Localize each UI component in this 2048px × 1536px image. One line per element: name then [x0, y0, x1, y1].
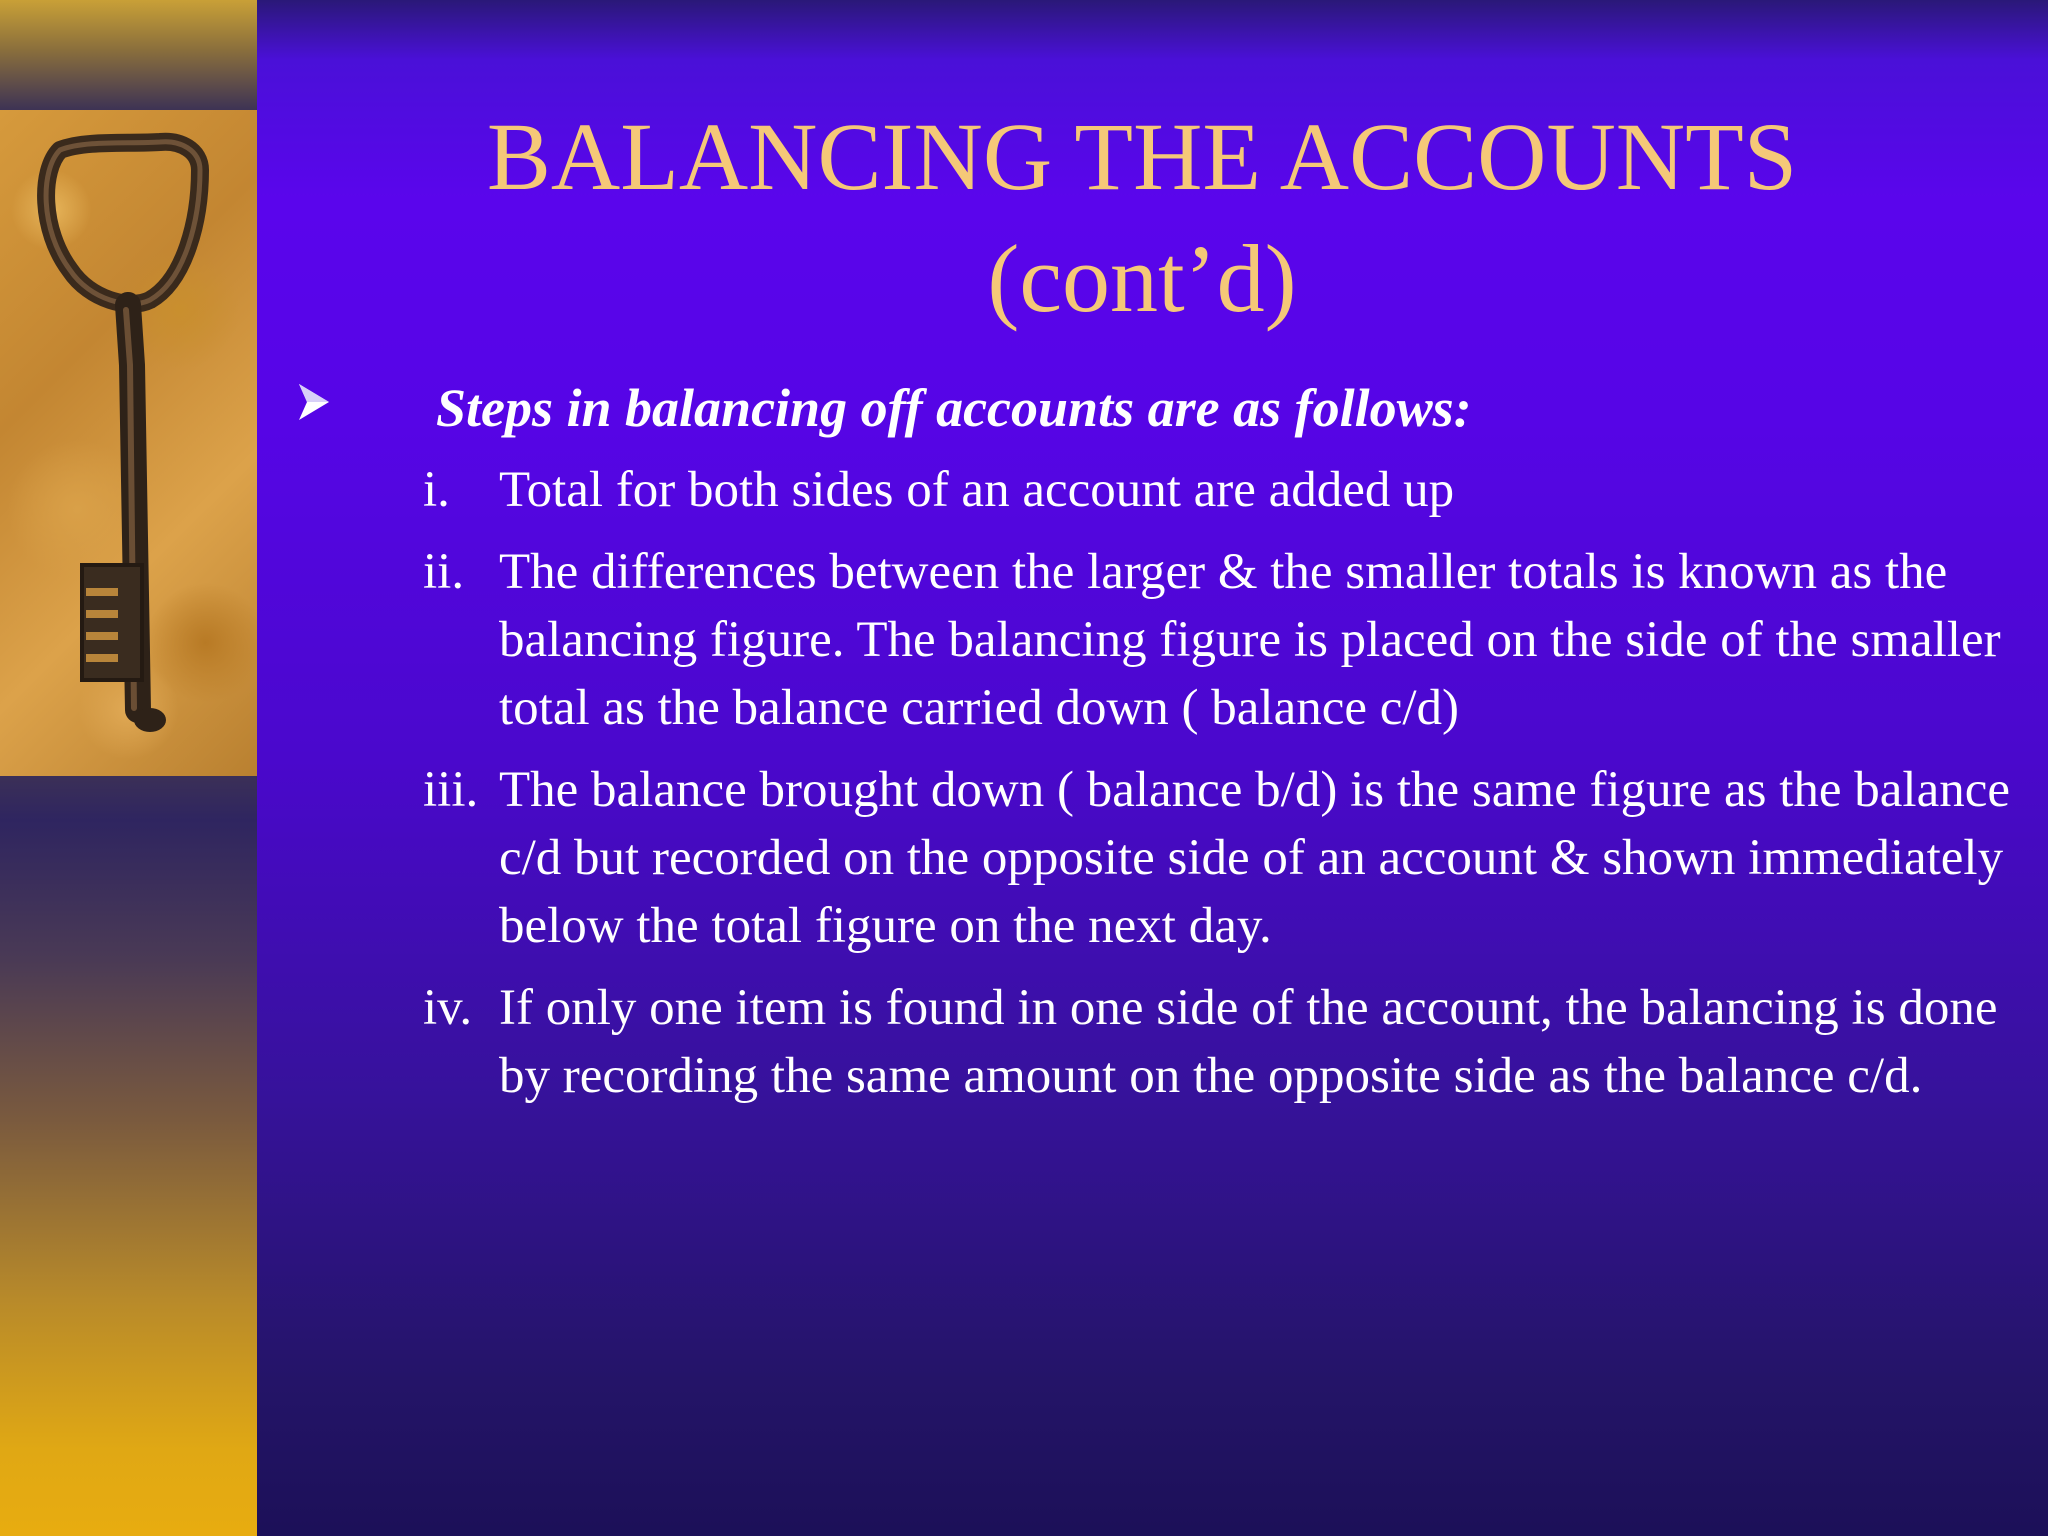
list-item	[423, 756, 2023, 960]
list-item-number: ii.	[423, 544, 465, 600]
list-item	[423, 456, 2023, 524]
list-item-text: The differences between the larger & the smaller totals is known as the balancing figure. The balancing figure is placed on the side of the smaller total as the balance carried down ( balance c/d)	[499, 544, 2001, 736]
slide-content	[257, 0, 2048, 1536]
list-item-text: If only one item is found in one side of the account, the balancing is done by recording the same amount on the opposite side as the balance c/d.	[499, 980, 1998, 1104]
slide-title	[257, 96, 2027, 340]
list-item-number: iii.	[423, 762, 479, 818]
title-line-2: (cont’d)	[987, 225, 1297, 332]
list-item-number: iv.	[423, 980, 473, 1036]
sidebar-top-band	[0, 0, 257, 110]
list-item	[423, 538, 2023, 742]
key-image	[0, 110, 257, 776]
lead-text: Steps in balancing off accounts are as follows:	[436, 378, 1472, 438]
list-item-number: i.	[423, 462, 450, 518]
key-icon	[0, 110, 257, 776]
sidebar-decoration	[0, 0, 257, 1536]
list-item	[423, 974, 2023, 1110]
title-line-1: BALANCING THE ACCOUNTS	[486, 103, 1798, 210]
arrowhead-bullet-icon	[297, 382, 331, 422]
steps-list	[423, 456, 2023, 1124]
list-item-text: Total for both sides of an account are added up	[499, 462, 1455, 518]
list-item-text: The balance brought down ( balance b/d) is the same figure as the balance c/d but recorded on the opposite side of an account & shown immediately below the total figure on the next day.	[499, 762, 2010, 954]
